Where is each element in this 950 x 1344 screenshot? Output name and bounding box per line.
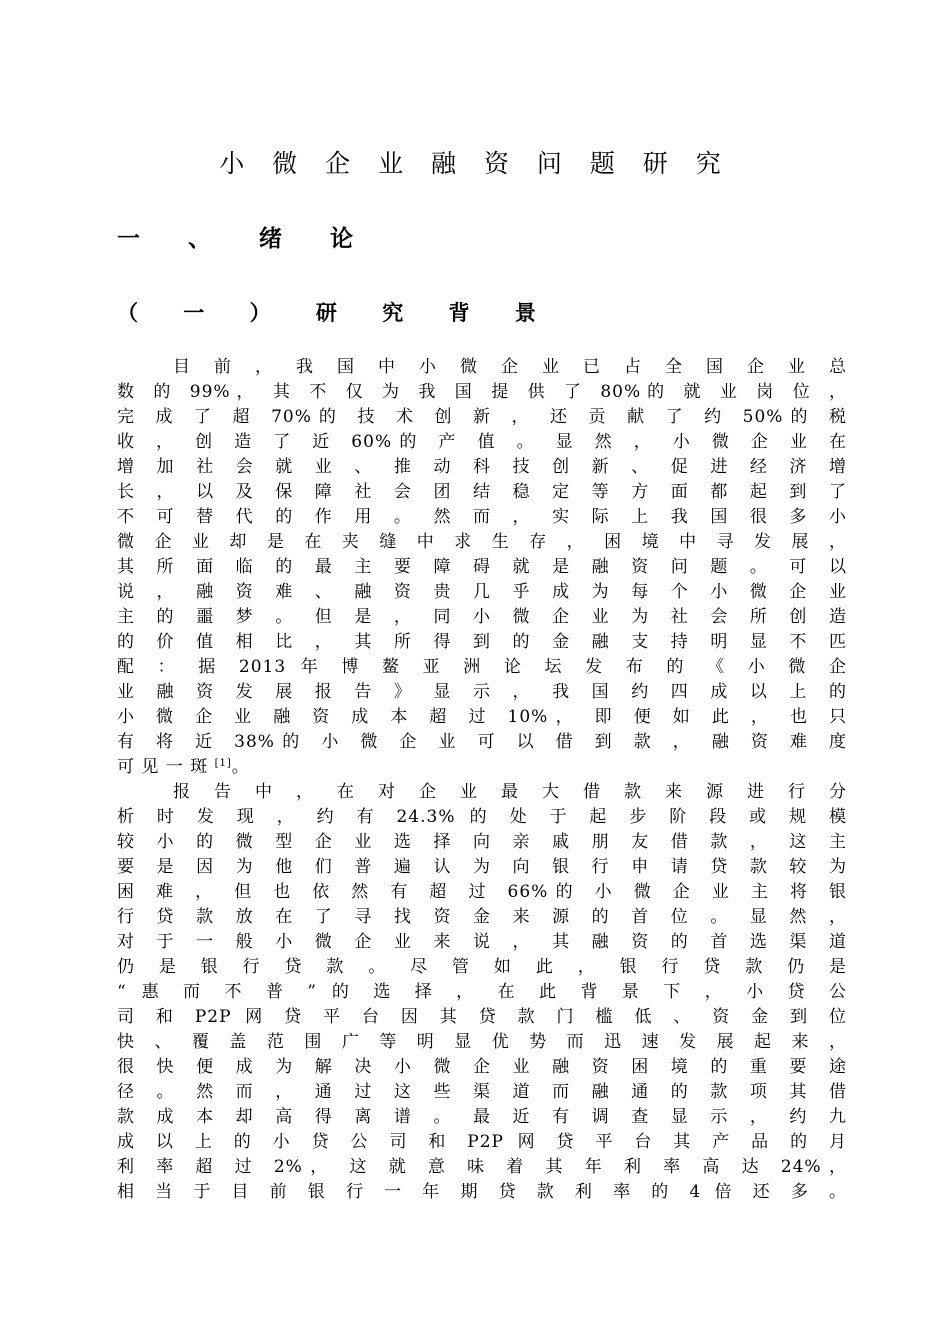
text-line: 业 融 资 发 展 报 告 》 显 示 ， 我 国 约 四 成 以 上 的 bbox=[117, 682, 847, 702]
text-line: 的 价 值 相 比 ， 其 所 得 到 的 金 融 支 持 明 显 不 匹 bbox=[117, 632, 847, 652]
text-line: 对 于 一 般 小 微 企 业 来 说 ， 其 融 资 的 首 选 渠 道 bbox=[117, 932, 847, 952]
text-line: 完 成 了 超 70%的 技 术 创 新 ， 还 贡 献 了 约 50%的 税 bbox=[117, 407, 847, 427]
text-line: 相 当 于 目 前 银 行 一 年 期 贷 款 利 率 的 4 倍 还 多 。 bbox=[117, 1182, 847, 1202]
text-line: 析 时 发 现 ， 约 有 24.3% 的 处 于 起 步 阶 段 或 规 模 bbox=[117, 807, 847, 827]
section-heading: 一 、 绪 论 bbox=[117, 225, 374, 252]
text-line: 微 企 业 却 是 在 夹 缝 中 求 生 存 ， 困 境 中 寻 发 展 ， bbox=[117, 532, 847, 552]
text-line: 目 前 ， 我 国 中 小 微 企 业 已 占 全 国 企 业 总 bbox=[173, 357, 847, 377]
text-line: 小 微 企 业 融 资 成 本 超 过 10%， 即 便 如 此 ， 也 只 bbox=[117, 707, 847, 727]
text-line: “ 惠 而 不 普 ” 的 选 择 ， 在 此 背 景 下 ， 小 贷 公 bbox=[117, 982, 847, 1002]
text-line: 不 可 替 代 的 作 用 。 然 而 ， 实 际 上 我 国 很 多 小 bbox=[117, 507, 847, 527]
text-line: 长 ， 以 及 保 障 社 会 团 结 稳 定 等 方 面 都 起 到 了 bbox=[117, 482, 847, 502]
paragraph-2 bbox=[117, 780, 847, 1205]
text-line: 仍 是 银 行 贷 款 。 尽 管 如 此 ， 银 行 贷 款 仍 是 bbox=[117, 957, 847, 977]
footnote-ref: [1] bbox=[214, 758, 232, 769]
text-line: 司 和 P2P 网 贷 平 台 因 其 贷 款 门 槛 低 、 资 金 到 位 bbox=[117, 1007, 847, 1027]
subsection-heading: （ 一 ） 研 究 背 景 bbox=[117, 300, 555, 325]
text-line: 较 小 的 微 型 企 业 选 择 向 亲 戚 朋 友 借 款 ， 这 主 bbox=[117, 832, 847, 852]
text-line: 利 率 超 过 2%， 这 就 意 味 着 其 年 利 率 高 达 24%， bbox=[117, 1157, 847, 1177]
text-line: 快 、 覆 盖 范 围 广 等 明 显 优 势 而 迅 速 发 展 起 来 ， bbox=[117, 1032, 847, 1052]
text-line: 其 所 面 临 的 最 主 要 障 碍 就 是 融 资 问 题 。 可 以 bbox=[117, 557, 847, 577]
text-line: 成 以 上 的 小 贷 公 司 和 P2P 网 贷 平 台 其 产 品 的 月 bbox=[117, 1132, 847, 1152]
paragraph-1 bbox=[117, 355, 847, 780]
text-fragment: 。 bbox=[231, 757, 250, 777]
text-line: 行 贷 款 放 在 了 寻 找 资 金 来 源 的 首 位 。 显 然 ， bbox=[117, 907, 847, 927]
text-line: 款 成 本 却 高 得 离 谱 。 最 近 有 调 查 显 示 ， 约 九 bbox=[117, 1107, 847, 1127]
text-line: 困 难 ， 但 也 依 然 有 超 过 66%的 小 微 企 业 主 将 银 bbox=[117, 882, 847, 902]
document-title: 小 微 企 业 融 资 问 题 研 究 bbox=[219, 149, 731, 178]
text-line: 有 将 近 38%的 小 微 企 业 可 以 借 到 款 ， 融 资 难 度 bbox=[117, 732, 847, 752]
text-line: 报 告 中 ， 在 对 企 业 最 大 借 款 来 源 进 行 分 bbox=[173, 782, 847, 802]
text-line: 说 ， 融 资 难 、 融 资 贵 几 乎 成 为 每 个 小 微 企 业 bbox=[117, 582, 847, 602]
text-line: 径 。 然 而 ， 通 过 这 些 渠 道 而 融 通 的 款 项 其 借 bbox=[117, 1082, 847, 1102]
text-line: 增 加 社 会 就 业 、 推 动 科 技 创 新 、 促 进 经 济 增 bbox=[117, 457, 847, 477]
text-line: 收 ， 创 造 了 近 60%的 产 值 。 显 然 ， 小 微 企 业 在 bbox=[117, 432, 847, 452]
text-line: 数 的 99%， 其 不 仅 为 我 国 提 供 了 80%的 就 业 岗 位 ， bbox=[117, 382, 847, 402]
text-line-last bbox=[117, 755, 847, 780]
text-line: 很 快 便 成 为 解 决 小 微 企 业 融 资 困 境 的 重 要 途 bbox=[117, 1057, 847, 1077]
text-line: 主 的 噩 梦 。 但 是 ， 同 小 微 企 业 为 社 会 所 创 造 bbox=[117, 607, 847, 627]
body-text bbox=[117, 355, 847, 1205]
text-line: 配 ： 据 2013 年 博 鳌 亚 洲 论 坛 发 布 的 《 小 微 企 bbox=[117, 657, 847, 677]
text-line: 要 是 因 为 他 们 普 遍 认 为 向 银 行 申 请 贷 款 较 为 bbox=[117, 857, 847, 877]
text-fragment: 可 见 一 斑 bbox=[117, 757, 209, 777]
